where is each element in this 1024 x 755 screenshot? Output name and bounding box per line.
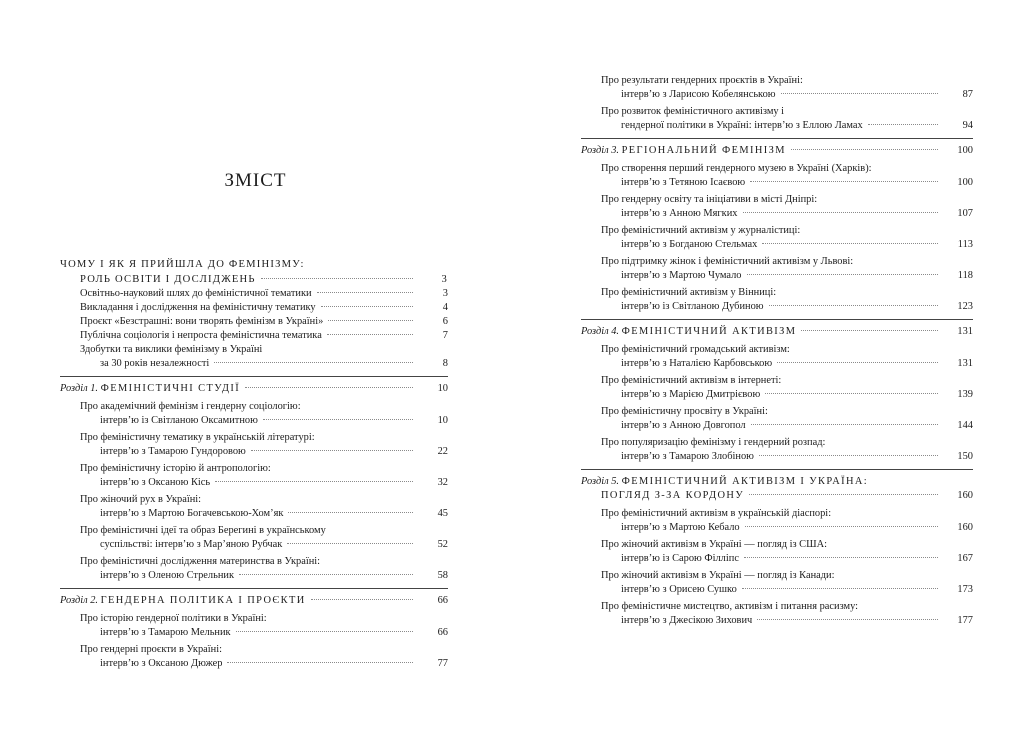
toc-entry-text: Про популяризацію фемінізму і гендерний розпад: — [601, 437, 826, 448]
dot-leader — [288, 512, 413, 513]
toc-entry — [60, 524, 448, 552]
toc-entry-text: Про феміністичний громадський активізм: — [601, 344, 790, 355]
toc-entry-text: Про підтримку жінок і феміністичний активізм у Львові: — [601, 256, 854, 267]
dot-leader — [749, 494, 938, 495]
page-number: 131 — [957, 358, 973, 369]
toc-entry — [60, 493, 448, 521]
toc-entry-text: Про результати гендерних проєктів в Україні: — [601, 75, 803, 86]
toc-entry-text: Публічна соціологія і непроста феміністична тематика — [80, 330, 322, 341]
dot-leader — [239, 574, 413, 575]
toc-entry-text: Проєкт «Безстрашні: вони творять фемінізм в Україні» — [80, 316, 324, 327]
toc-entry-text: інтерв’ю з Марією Дмитрієвою — [621, 389, 761, 400]
toc-entry-text: інтерв’ю із Світланою Оксамитною — [100, 415, 258, 426]
page-number: 139 — [957, 389, 973, 400]
page-number: 173 — [957, 584, 973, 595]
toc-entry-text: Про жіночий активізм в Україні — погляд із Канади: — [601, 570, 835, 581]
chapter-title: ФЕМІНІСТИЧНИЙ АКТИВІЗМ І УКРАЇНА: — [621, 476, 869, 487]
toc-chapter-heading — [60, 588, 448, 608]
chapter-title: ПОГЛЯД З-ЗА КОРДОНУ — [601, 490, 745, 501]
dot-leader — [227, 662, 413, 663]
toc-entry-text: суспільстві: інтерв’ю з Мар’яною Рубчак — [100, 539, 283, 550]
toc-entry-text: інтерв’ю з Мартою Кебало — [621, 522, 740, 533]
page-number: 3 — [441, 274, 448, 285]
toc-entry-text: інтерв’ю із Сарою Філліпс — [621, 553, 739, 564]
toc-entry-text: Про феміністичний активізм в інтернеті: — [601, 375, 782, 386]
toc-entry-text: Про феміністичні дослідження материнства в Україні: — [80, 556, 321, 567]
toc-chapter-heading — [581, 319, 973, 339]
dot-leader — [781, 93, 938, 94]
page-number: 131 — [957, 326, 973, 337]
page-number: 118 — [957, 270, 973, 281]
toc-entry — [581, 286, 973, 314]
toc-entry — [581, 600, 973, 628]
toc-entry-text: Про академічний фемінізм і гендерну соціологію: — [80, 401, 301, 412]
toc-entry — [581, 224, 973, 252]
toc-entry-text: Про феміністичні ідеї та образ Берегині в українському — [80, 525, 326, 536]
page-number: 8 — [442, 358, 448, 369]
page-number: 167 — [957, 553, 973, 564]
dot-leader — [261, 278, 413, 279]
chapter-title: ГЕНДЕРНА ПОЛІТИКА І ПРОЄКТИ — [100, 595, 306, 606]
toc-entry-text: інтерв’ю з Мартою Чумало — [621, 270, 742, 281]
dot-leader — [742, 588, 938, 589]
page-number: 66 — [437, 595, 448, 606]
page-number: 100 — [957, 177, 973, 188]
dot-leader — [777, 362, 938, 363]
page-number: 87 — [962, 89, 973, 100]
toc-entry-text: Здобутки та виклики фемінізму в Україні — [80, 344, 263, 355]
toc-entry-text: інтерв’ю з Оксаною Кісь — [100, 477, 211, 488]
toc-entry — [581, 162, 973, 190]
dot-leader — [251, 450, 413, 451]
toc-entry-text: гендерної політики в Україні: інтерв’ю з Еллою Ламах — [621, 120, 863, 131]
dot-leader — [791, 149, 938, 150]
chapter-label: Розділ 5. — [581, 476, 620, 487]
dot-leader — [769, 305, 938, 306]
left-page — [0, 0, 511, 755]
dot-leader — [765, 393, 938, 394]
page-number: 45 — [437, 508, 448, 519]
toc-entry-text: Про гендерну освіту та ініціативи в місті Дніпрі: — [601, 194, 818, 205]
page-number: 10 — [437, 383, 448, 394]
toc-chapter-heading — [581, 469, 973, 503]
dot-leader — [328, 320, 413, 321]
toc-entry — [581, 538, 973, 566]
toc-entry — [581, 507, 973, 535]
chapter-label: Розділ 1. — [60, 383, 99, 394]
toc-entry-text: Про створення перший гендерного музею в Україні (Харків): — [601, 163, 872, 174]
toc-entry — [581, 74, 973, 102]
dot-leader — [214, 362, 413, 363]
toc-entry-text: інтерв’ю з Тетяною Ісаєвою — [621, 177, 746, 188]
toc-title: ЗМІСТ — [224, 170, 287, 191]
chapter-label: Розділ 2. — [60, 595, 99, 606]
page-number: 3 — [442, 288, 448, 299]
toc-entry-text: Про феміністичний активізм у Вінниці: — [601, 287, 777, 298]
page-number: 160 — [957, 522, 973, 533]
chapter-label: Розділ 4. — [581, 326, 620, 337]
toc-entry-text: Про феміністичний активізм в українській діаспорі: — [601, 508, 832, 519]
page-number: 144 — [957, 420, 973, 431]
toc-intro-heading — [60, 257, 448, 287]
dot-leader — [311, 599, 413, 600]
dot-leader — [321, 306, 413, 307]
page-number: 150 — [957, 451, 973, 462]
page-number: 58 — [437, 570, 448, 581]
toc-entry-text: Освітньо-науковий шлях до феміністичної тематики — [80, 288, 312, 299]
toc-entry — [60, 315, 448, 329]
page-number: 77 — [437, 658, 448, 669]
toc-entry — [60, 301, 448, 315]
dot-leader — [762, 243, 938, 244]
toc-entry-text: інтерв’ю з Мартою Богачевською-Хом’як — [100, 508, 284, 519]
dot-leader — [236, 631, 413, 632]
toc-entry-text: інтерв’ю із Світланою Дубиною — [621, 301, 764, 312]
page-number: 4 — [442, 302, 448, 313]
toc-entry-text: інтерв’ю з Богданою Стельмах — [621, 239, 758, 250]
chapter-label: Розділ 3. — [581, 145, 620, 156]
page-number: 10 — [437, 415, 448, 426]
toc-chapter-heading — [60, 376, 448, 396]
toc-entry-text: інтерв’ю з Оленою Стрельник — [100, 570, 235, 581]
toc-entry-text: Про феміністичне мистецтво, активізм і питання расизму: — [601, 601, 859, 612]
page-number: 160 — [957, 490, 973, 501]
dot-leader — [743, 212, 939, 213]
toc-entry-text: Про гендерні проєкти в Україні: — [80, 644, 222, 655]
page-number: 94 — [962, 120, 973, 131]
dot-leader — [751, 424, 938, 425]
toc-entry-text: Викладання і дослідження на феміністичну тематику — [80, 302, 316, 313]
toc-entry-text: ЧОМУ І ЯК Я ПРИЙШЛА ДО ФЕМІНІЗМУ: — [60, 259, 305, 270]
toc-entry-text: інтерв’ю з Тамарою Злобіною — [621, 451, 754, 462]
toc-entry-text: інтерв’ю з Ларисою Кобелянською — [621, 89, 776, 100]
page-number: 100 — [957, 145, 973, 156]
toc-entry-text: інтерв’ю з Джесікою Зихович — [621, 615, 753, 626]
page-number: 22 — [437, 446, 448, 457]
toc-entry — [60, 462, 448, 490]
page-number: 6 — [442, 316, 448, 327]
toc-entry — [581, 255, 973, 283]
toc-entry — [581, 105, 973, 133]
toc-entry-text: інтерв’ю з Оксаною Дюжер — [100, 658, 223, 669]
toc-entry-text: інтерв’ю з Орисею Сушко — [621, 584, 737, 595]
toc-list-left — [60, 257, 448, 671]
toc-entry — [60, 612, 448, 640]
dot-leader — [215, 481, 413, 482]
toc-entry-text: Про феміністичну історію й антропологію: — [80, 463, 271, 474]
dot-leader — [747, 274, 939, 275]
toc-entry — [60, 400, 448, 428]
right-page — [511, 0, 1024, 755]
toc-entry — [60, 431, 448, 459]
toc-entry — [60, 329, 448, 343]
dot-leader — [759, 455, 938, 456]
toc-entry — [581, 405, 973, 433]
toc-entry — [581, 374, 973, 402]
dot-leader — [263, 419, 413, 420]
chapter-title: ФЕМІНІСТИЧНИЙ АКТИВІЗМ — [621, 326, 797, 337]
toc-entry-text: Про історію гендерної політики в Україні: — [80, 613, 267, 624]
toc-entry — [581, 193, 973, 221]
page-number: 123 — [957, 301, 973, 312]
dot-leader — [317, 292, 413, 293]
page-number: 113 — [957, 239, 973, 250]
toc-entry-text: Про феміністичну тематику в українській літературі: — [80, 432, 315, 443]
toc-entry — [581, 569, 973, 597]
dot-leader — [801, 330, 938, 331]
toc-entry-text: інтерв’ю з Наталією Карбовською — [621, 358, 773, 369]
toc-entry-text: інтерв’ю з Тамарою Гундоровою — [100, 446, 246, 457]
dot-leader — [245, 387, 413, 388]
toc-entry — [60, 343, 448, 371]
toc-entry — [60, 643, 448, 671]
dot-leader — [745, 526, 938, 527]
toc-entry — [60, 555, 448, 583]
page-number: 7 — [442, 330, 448, 341]
toc-entry-text: інтерв’ю з Анною Довгопол — [621, 420, 746, 431]
toc-entry-text: за 30 років незалежності — [100, 358, 210, 369]
toc-entry-text: Про жіночий рух в Україні: — [80, 494, 202, 505]
dot-leader — [868, 124, 938, 125]
page-number: 177 — [957, 615, 973, 626]
dot-leader — [287, 543, 413, 544]
toc-entry-text: інтерв’ю з Тамарою Мельник — [100, 627, 231, 638]
page-number: 107 — [957, 208, 973, 219]
toc-list-right — [581, 71, 973, 628]
page-number: 52 — [437, 539, 448, 550]
toc-entry-text: Про розвиток феміністичного активізму і — [601, 106, 785, 117]
toc-entry — [581, 436, 973, 464]
dot-leader — [327, 334, 413, 335]
toc-entry — [60, 287, 448, 301]
toc-entry-text: Про феміністичний активізм у журналістиці: — [601, 225, 801, 236]
dot-leader — [757, 619, 938, 620]
chapter-title: РЕГІОНАЛЬНИЙ ФЕМІНІЗМ — [621, 145, 786, 156]
toc-entry-text: інтерв’ю з Анною Мягких — [621, 208, 738, 219]
toc-entry-text: РОЛЬ ОСВІТИ І ДОСЛІДЖЕНЬ — [80, 274, 256, 285]
page-number: 66 — [437, 627, 448, 638]
page-number: 32 — [437, 477, 448, 488]
toc-entry — [581, 343, 973, 371]
chapter-title: ФЕМІНІСТИЧНІ СТУДІЇ — [100, 383, 241, 394]
toc-chapter-heading — [581, 138, 973, 158]
dot-leader — [750, 181, 938, 182]
dot-leader — [744, 557, 938, 558]
toc-entry-text: Про жіночий активізм в Україні — погляд із США: — [601, 539, 827, 550]
toc-entry-text: Про феміністичну просвіту в Україні: — [601, 406, 768, 417]
